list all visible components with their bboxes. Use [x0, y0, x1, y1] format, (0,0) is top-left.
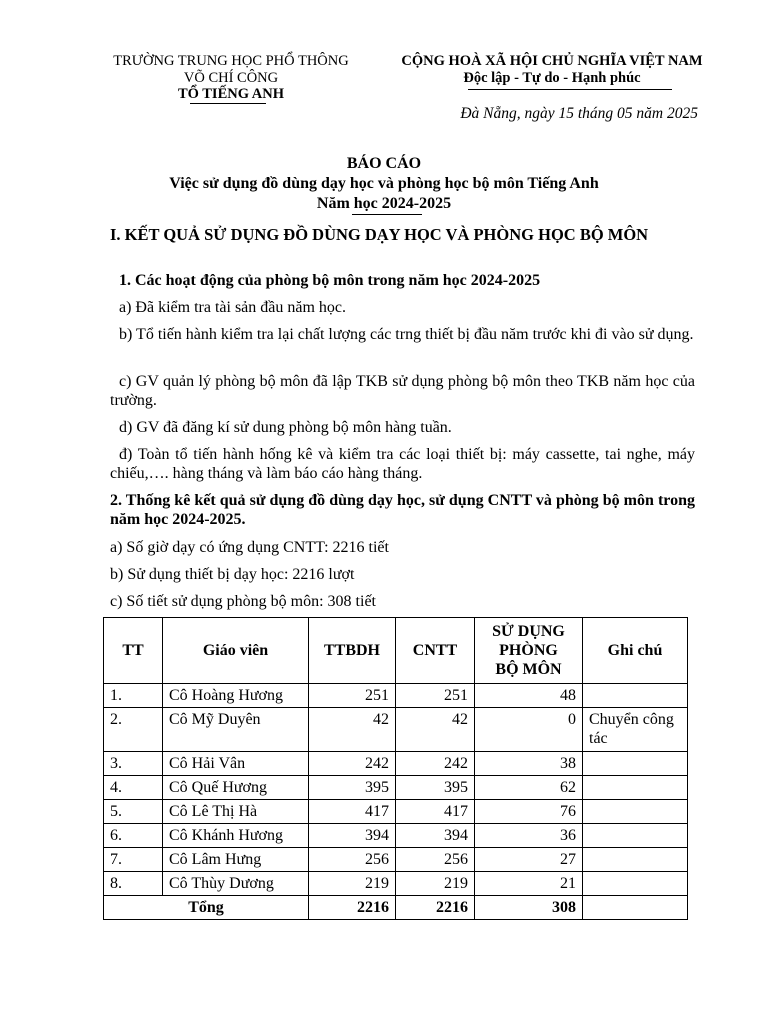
list-item: c) GV quản lý phòng bộ môn đã lập TKB sử dụng phòng bộ môn theo TKB năm học của trường. — [110, 373, 695, 409]
header-note: Ghi chú — [583, 618, 688, 684]
cell-ttbdh: 251 — [309, 684, 396, 708]
table-row — [104, 848, 688, 872]
cell-tt: 5. — [104, 800, 163, 824]
cell-tt: 3. — [104, 752, 163, 776]
total-note — [583, 896, 688, 920]
cell-note — [583, 776, 688, 800]
total-cntt: 2216 — [396, 896, 475, 920]
cell-tt: 2. — [104, 708, 163, 752]
nation-name: CỘNG HOÀ XÃ HỘI CHỦ NGHĨA VIỆT NAM — [401, 53, 703, 69]
cell-note: Chuyển công tác — [583, 708, 688, 752]
table-row — [104, 684, 688, 708]
list-item: a) Đã kiểm tra tài sản đầu năm học. — [119, 299, 347, 316]
school-name-line1: TRƯỜNG TRUNG HỌC PHỔ THÔNG — [113, 53, 349, 69]
list-item: b) Tổ tiến hành kiểm tra lại chất lượng các trng thiết bị đầu năm trước khi đi vào sử dụng. — [119, 326, 694, 343]
cell-teacher: Cô Hoàng Hương — [163, 684, 309, 708]
cell-tt: 1. — [104, 684, 163, 708]
cell-tt: 8. — [104, 872, 163, 896]
cell-ttbdh: 242 — [309, 752, 396, 776]
list-item: đ) Toàn tổ tiến hành hống kê và kiểm tra các loại thiết bị: máy cassette, tai nghe, máy chiếu,…. hàng tháng và làm báo cáo hàng tháng. — [110, 446, 695, 482]
school-header — [100, 53, 362, 103]
header-room — [475, 618, 583, 684]
header-ttbdh: TTBDH — [309, 618, 396, 684]
total-label: Tổng — [104, 896, 309, 920]
cell-teacher: Cô Khánh Hương — [163, 824, 309, 848]
nation-header — [384, 53, 720, 87]
cell-teacher: Cô Quế Hương — [163, 776, 309, 800]
report-title: BÁO CÁO — [346, 155, 422, 172]
cell-note — [583, 848, 688, 872]
cell-tt: 7. — [104, 848, 163, 872]
cell-room: 21 — [475, 872, 583, 896]
subsection-2-heading: 2. Thống kê kết quả sử dụng đồ dùng dạy học, sử dụng CNTT và phòng bộ môn trong năm học 2024-2025. — [110, 492, 695, 528]
report-subtitle: Việc sử dụng đồ dùng dạy học và phòng học bộ môn Tiếng Anh — [169, 175, 599, 192]
cell-teacher: Cô Mỹ Duyên — [163, 708, 309, 752]
cell-room: 76 — [475, 800, 583, 824]
cell-room: 0 — [475, 708, 583, 752]
cell-cntt: 219 — [396, 872, 475, 896]
cell-room: 48 — [475, 684, 583, 708]
cell-cntt: 395 — [396, 776, 475, 800]
cell-teacher: Cô Thùy Dương — [163, 872, 309, 896]
header-room-line3: BỘ MÔN — [495, 661, 562, 678]
nation-motto: Độc lập - Tự do - Hạnh phúc — [463, 70, 641, 86]
cell-note — [583, 824, 688, 848]
cell-teacher: Cô Lê Thị Hà — [163, 800, 309, 824]
cell-ttbdh: 42 — [309, 708, 396, 752]
table-row — [104, 872, 688, 896]
header-cntt: CNTT — [396, 618, 475, 684]
cell-ttbdh: 256 — [309, 848, 396, 872]
department-underline — [190, 103, 266, 104]
table-row — [104, 824, 688, 848]
cell-cntt: 417 — [396, 800, 475, 824]
cell-note — [583, 752, 688, 776]
header-teacher: Giáo viên — [163, 618, 309, 684]
cell-teacher: Cô Lâm Hưng — [163, 848, 309, 872]
cell-ttbdh: 395 — [309, 776, 396, 800]
table-row — [104, 800, 688, 824]
total-ttbdh: 2216 — [309, 896, 396, 920]
cell-tt: 6. — [104, 824, 163, 848]
cell-room: 38 — [475, 752, 583, 776]
table-row — [104, 752, 688, 776]
header-tt: TT — [104, 618, 163, 684]
table-row — [104, 708, 688, 752]
cell-cntt: 242 — [396, 752, 475, 776]
list-item: d) GV đã đăng kí sử dung phòng bộ môn hàng tuần. — [119, 419, 452, 436]
cell-cntt: 251 — [396, 684, 475, 708]
dateline: Đà Nẵng, ngày 15 tháng 05 năm 2025 — [460, 105, 698, 122]
cell-ttbdh: 417 — [309, 800, 396, 824]
cell-room: 36 — [475, 824, 583, 848]
table-header-row — [104, 618, 688, 684]
header-room-line1: SỬ DỤNG — [492, 623, 565, 640]
table-total-row — [104, 896, 688, 920]
report-school-year: Năm học 2024-2025 — [316, 195, 452, 212]
cell-ttbdh: 394 — [309, 824, 396, 848]
cell-ttbdh: 219 — [309, 872, 396, 896]
stat-item: b) Sử dụng thiết bị dạy học: 2216 lượt — [110, 566, 355, 583]
cell-teacher: Cô Hải Vân — [163, 752, 309, 776]
department-name: TỔ TIẾNG ANH — [177, 86, 285, 102]
cell-tt: 4. — [104, 776, 163, 800]
section-heading: I. KẾT QUẢ SỬ DỤNG ĐỒ DÙNG DẠY HỌC VÀ PHÒNG HỌC BỘ MÔN — [110, 225, 649, 244]
cell-room: 62 — [475, 776, 583, 800]
stat-item: a) Số giờ dạy có ứng dụng CNTT: 2216 tiết — [110, 539, 389, 556]
title-underline — [352, 214, 422, 215]
subsection-1-heading: 1. Các hoạt động của phòng bộ môn trong năm học 2024-2025 — [119, 272, 541, 289]
usage-table — [103, 617, 688, 920]
table-row — [104, 776, 688, 800]
header-room-line2: PHÒNG — [499, 642, 558, 659]
cell-cntt: 256 — [396, 848, 475, 872]
cell-cntt: 394 — [396, 824, 475, 848]
cell-note — [583, 684, 688, 708]
cell-note — [583, 800, 688, 824]
cell-note — [583, 872, 688, 896]
total-room: 308 — [475, 896, 583, 920]
cell-cntt: 42 — [396, 708, 475, 752]
stat-item: c) Số tiết sử dụng phòng bộ môn: 308 tiết — [110, 593, 376, 610]
school-name-line2: VÕ CHÍ CÔNG — [183, 69, 279, 86]
motto-underline — [468, 89, 672, 90]
cell-room: 27 — [475, 848, 583, 872]
